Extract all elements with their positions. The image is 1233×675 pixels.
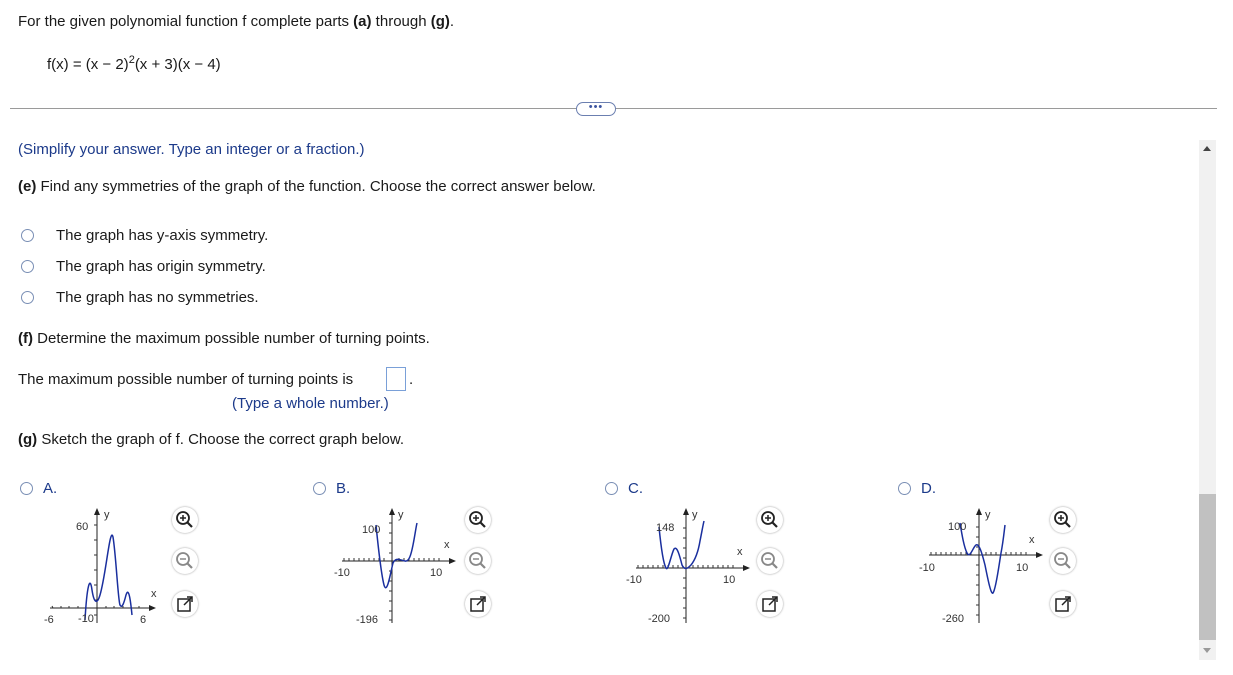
radio-graph-b[interactable] — [313, 482, 326, 495]
part-e-label: (e) — [18, 178, 37, 195]
graph-a-curve — [85, 535, 132, 620]
part-f-text: Determine the maximum possible number of turning points. — [33, 330, 430, 347]
graph-c-xleft: -10 — [626, 574, 642, 586]
zoom-in-icon[interactable] — [465, 507, 491, 533]
option-no-symmetries[interactable]: The graph has no symmetries. — [56, 289, 259, 306]
graph-b-ybot: -196 — [356, 614, 379, 626]
scroll-up-arrow-icon[interactable] — [1203, 146, 1211, 151]
graph-b-label[interactable]: B. — [336, 480, 351, 497]
graph-b-xleft: -10 — [334, 567, 350, 579]
instruction-period: . — [449, 13, 455, 30]
function-text: f(x) = (x − 2) — [47, 56, 129, 73]
instruction-part-g: (g) — [430, 13, 450, 30]
graph-a-ybot: -10 — [78, 613, 94, 625]
scroll-down-arrow-icon[interactable] — [1203, 648, 1211, 653]
option-y-axis-symmetry[interactable]: The graph has y-axis symmetry. — [56, 227, 269, 244]
graph-d — [915, 505, 1050, 630]
radio-graph-d[interactable] — [898, 482, 911, 495]
part-f-label: (f) — [18, 330, 33, 347]
part-e-prompt — [18, 178, 596, 195]
instruction-text-mid: through — [371, 13, 431, 30]
graph-c-ybot: -200 — [648, 613, 671, 625]
graph-c-y-label: y — [692, 509, 698, 521]
graph-d-label[interactable]: D. — [921, 480, 936, 497]
radio-y-axis-symmetry[interactable] — [21, 229, 34, 242]
instruction-part-a: (a) — [353, 13, 372, 30]
zoom-out-icon[interactable] — [172, 548, 198, 574]
graph-c-xright: 10 — [723, 574, 736, 586]
zoom-out-icon[interactable] — [465, 548, 491, 574]
graph-a-x-label: x — [151, 588, 157, 600]
zoom-out-icon[interactable] — [1050, 548, 1076, 574]
graph-a — [40, 505, 170, 630]
graph-d-y-label: y — [985, 509, 991, 521]
scrollbar-thumb[interactable] — [1199, 494, 1216, 640]
option-origin-symmetry[interactable]: The graph has origin symmetry. — [56, 258, 266, 275]
part-f-prompt — [18, 330, 430, 347]
graph-c-x-label: x — [737, 546, 743, 558]
turning-points-input[interactable] — [386, 367, 406, 391]
more-button[interactable]: ••• — [576, 102, 616, 116]
zoom-in-icon[interactable] — [172, 507, 198, 533]
function-exponent: 2 — [128, 54, 135, 66]
graph-a-label[interactable]: A. — [43, 480, 58, 497]
graph-b-x-label: x — [444, 539, 450, 551]
graph-b-ytop: 100 — [362, 524, 381, 536]
graph-b-curve — [376, 523, 417, 588]
open-new-window-icon[interactable] — [757, 591, 783, 617]
instruction — [18, 13, 454, 30]
zoom-in-icon[interactable] — [757, 507, 783, 533]
turning-points-sentence: The maximum possible number of turning points is — [18, 371, 354, 388]
graph-d-ytop: 100 — [948, 521, 967, 533]
graph-a-y-label: y — [104, 509, 110, 521]
graph-d-xleft: -10 — [919, 562, 935, 574]
graph-c-label[interactable]: C. — [628, 480, 643, 497]
graph-a-ytop: 60 — [76, 521, 89, 533]
part-g-prompt — [18, 431, 404, 448]
graph-d-x-label: x — [1029, 534, 1035, 546]
radio-no-symmetries[interactable] — [21, 291, 34, 304]
radio-graph-c[interactable] — [605, 482, 618, 495]
function-definition — [47, 54, 221, 73]
open-new-window-icon[interactable] — [465, 591, 491, 617]
part-g-text: Sketch the graph of f. Choose the correct graph below. — [37, 431, 405, 448]
radio-graph-a[interactable] — [20, 482, 33, 495]
zoom-in-icon[interactable] — [1050, 507, 1076, 533]
graph-d-ybot: -260 — [942, 613, 965, 625]
graph-d-curve — [960, 523, 1005, 593]
open-new-window-icon[interactable] — [1050, 591, 1076, 617]
graph-a-xright: 6 — [140, 614, 147, 626]
part-e-text: Find any symmetries of the graph of the function. Choose the correct answer below. — [36, 178, 596, 195]
whole-number-hint: (Type a whole number.) — [232, 395, 389, 412]
graph-c-ytop: 148 — [656, 522, 675, 534]
graph-b-y-label: y — [398, 509, 404, 521]
part-g-label: (g) — [18, 431, 38, 448]
graph-a-xleft: -6 — [44, 614, 54, 626]
turning-points-period: . — [409, 371, 414, 388]
graph-d-xright: 10 — [1016, 562, 1029, 574]
radio-origin-symmetry[interactable] — [21, 260, 34, 273]
instruction-text: For the given polynomial function f complete parts — [18, 13, 354, 30]
graph-b — [330, 505, 460, 630]
graph-c — [620, 505, 755, 630]
simplify-note: (Simplify your answer. Type an integer or a fraction.) — [18, 141, 365, 158]
function-text-rest: (x + 3)(x − 4) — [134, 56, 221, 73]
zoom-out-icon[interactable] — [757, 548, 783, 574]
open-new-window-icon[interactable] — [172, 591, 198, 617]
graph-b-xright: 10 — [430, 567, 443, 579]
